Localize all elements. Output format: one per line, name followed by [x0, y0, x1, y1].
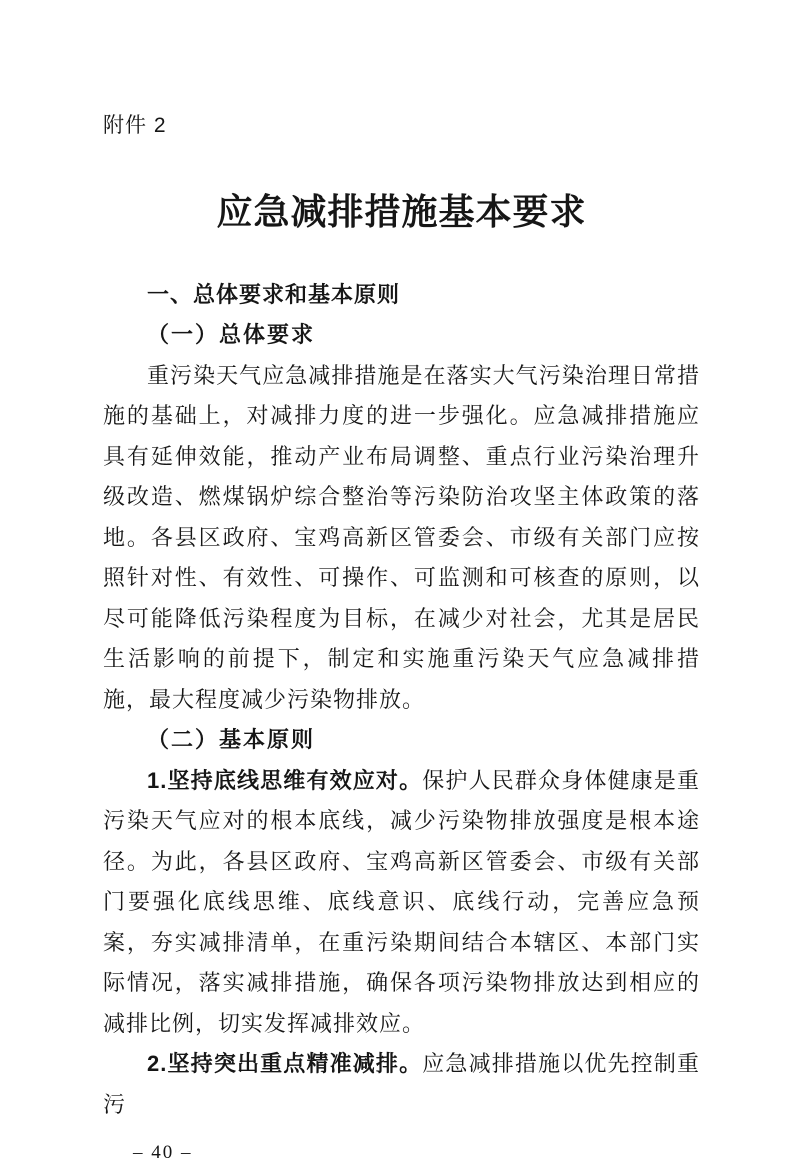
paragraph-principle-1 — [103, 761, 700, 1045]
attachment-label: 附件 2 — [103, 114, 167, 137]
subsection-heading-basic-principles: （二）基本原则 — [147, 727, 316, 752]
paragraph-principle-2 — [103, 1044, 700, 1125]
principle-2-lead-sentence: 2.坚持突出重点精准减排。 — [147, 1051, 423, 1076]
subsection-heading-overall-requirements: （一）总体要求 — [147, 322, 316, 347]
document-title: 应急减排措施基本要求 — [216, 192, 587, 232]
principle-1-body-text: 保护人民群众身体健康是重污染天气应对的根本底线，减少污染物排放强度是根本途径。为此，各县区政府、宝鸡高新区管委会、市级有关部门要强化底线思维、底线意识、底线行动，完善应急预案，夯实减排清单，在重污染期间结合本辖区、本部门实际情况，落实减排措施，确保各项污染物排放达到相应的减排比例，切实发挥减排效应。 — [103, 767, 700, 1036]
paragraph-overall-requirements: 重污染天气应急减排措施是在落实大气污染治理日常措施的基础上，对减排力度的进一步强化。应急减排措施应具有延伸效能，推动产业布局调整、重点行业污染治理升级改造、燃煤锅炉综合整治等污染防治攻坚主体政策的落地。各县区政府、宝鸡高新区管委会、市级有关部门应按照针对性、有效性、可操作、可监测和可核查的原则，以尽可能降低污染程度为目标，在减少对社会，尤其是居民生活影响的前提下，制定和实施重污染天气应急减排措施，最大程度减少污染物排放。 — [103, 362, 700, 712]
principle-2-body-text: 应急减排措施以优先控制重污 — [103, 1051, 700, 1117]
principle-1-lead-sentence: 1.坚持底线思维有效应对。 — [147, 767, 423, 793]
page-number: – 40 – — [133, 1142, 193, 1163]
section-heading-overall-requirements-and-principles: 一、总体要求和基本原则 — [147, 282, 401, 307]
